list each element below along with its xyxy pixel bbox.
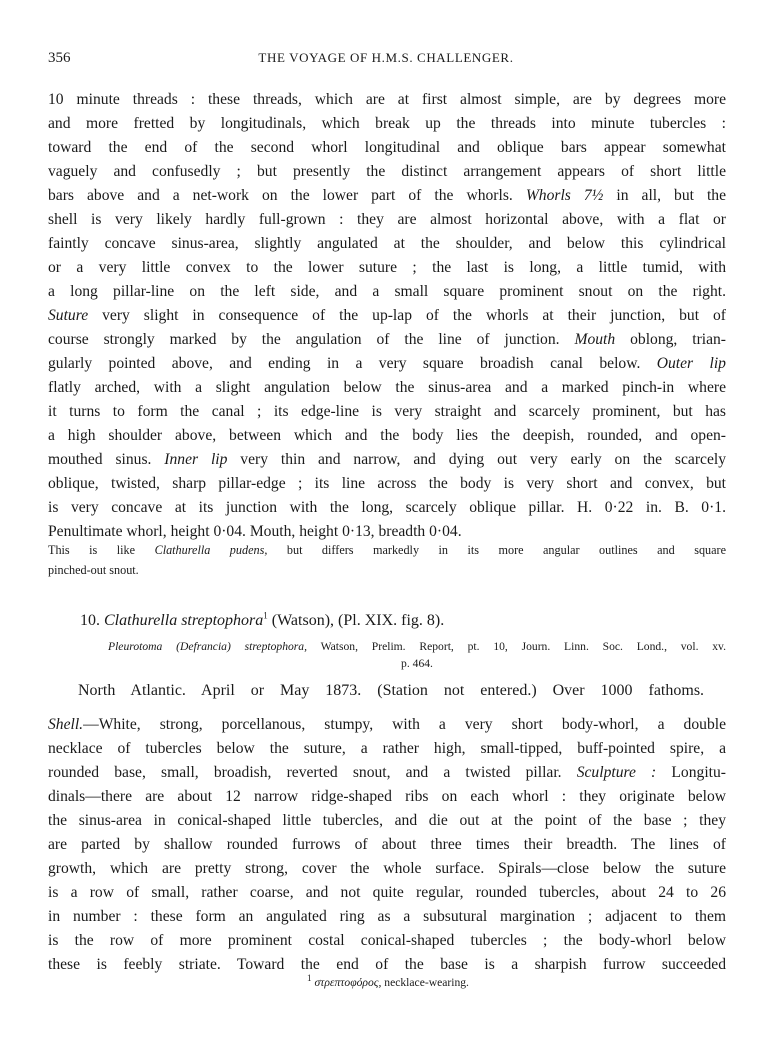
text-line (48, 184, 726, 208)
term-inner-lip: Inner lip (164, 451, 228, 468)
text-line (48, 352, 726, 376)
text-line: a long pillar-line on the left side, and a small square prominent snout on the right. (48, 283, 726, 300)
text-span: very slight in consequence of the up-lap of the whorls at their junction, but of (102, 307, 726, 324)
running-title: THE VOYAGE OF H.M.S. CHALLENGER. (258, 50, 514, 65)
text-line: the sinus-area in conical-shaped little tubercles, and die out at the point of the base ; they (48, 812, 726, 829)
text-line: 10 minute threads : these threads, which are at first almost simple, are by degrees more (48, 91, 726, 108)
text-span: mouthed sinus. (48, 451, 152, 468)
comparison-note (48, 540, 726, 580)
reference-line (108, 638, 726, 655)
text-span: course strongly marked by the angulation of the line of junction. (48, 331, 560, 348)
text-line: it turns to form the canal ; its edge-line is very straight and scarcely prominent, but has (48, 403, 726, 420)
citation: Watson, Prelim. Report, pt. 10, Journ. Linn. Soc. Lond., vol. xv. (320, 640, 726, 653)
synonym-name: Pleurotoma (Defrancia) streptophora, (108, 640, 307, 653)
description-continued (48, 88, 726, 544)
term-outer-lip: Outer lip (656, 355, 726, 372)
text-span: bars above and a net-work on the lower part of the whorls. (48, 187, 513, 204)
text-line: are parted by shallow rounded furrows of about three times their breadth. The lines of (48, 836, 726, 853)
text-span: —White, strong, porcellanous, stumpy, with a very short body-whorl, a double (83, 716, 726, 733)
text-span: but differs markedly in its more angular outlines and square (286, 543, 727, 557)
term-mouth: Mouth (574, 331, 616, 348)
species-name: Clathurella streptophora (104, 612, 264, 629)
reference-page: p. 464. (401, 657, 433, 670)
text-span: rounded base, small, broadish, reverted snout, and a twisted pillar. (48, 764, 562, 781)
text-line: and more fretted by longitudinals, which break up the threads into minute tubercles : (48, 115, 726, 132)
note-line (48, 540, 726, 560)
shell-description (48, 713, 726, 977)
text-line: shell is very likely hardly full-grown : they are almost horizontal above, with a flat or (48, 211, 726, 228)
text-span: very thin and narrow, and dying out very early on the scarcely (240, 451, 726, 468)
text-line: dinals—there are about 12 narrow ridge-shaped ribs on each whorl : they originate below (48, 788, 726, 805)
text-line: Penultimate whorl, height 0·04. Mouth, height 0·13, breadth 0·04. (48, 523, 462, 540)
text-line: flatly arched, with a slight angulation below the sinus-area and a marked pinch-in where (48, 379, 726, 396)
text-line: a high shoulder above, between which and the body lies the deepish, rounded, and open- (48, 427, 726, 444)
greek-etymology: στρεπτοφόρος, (314, 976, 382, 989)
text-line: these is feebly striate. Toward the end of the base is a sharpish furrow succeeded (48, 956, 726, 973)
etymology-gloss: necklace-wearing. (384, 976, 469, 989)
text-line: or a very little convex to the lower suture ; the last is long, a little tumid, with (48, 259, 726, 276)
text-line: vaguely and confusedly ; but presently the distinct arrangement appears of short little (48, 163, 726, 180)
species-reference: Clathurella pudens, (154, 543, 268, 557)
species-heading (80, 612, 444, 630)
text-line (48, 448, 726, 472)
text-line (48, 713, 726, 737)
text-line: toward the end of the second whorl longitudinal and oblique bars appear somewhat (48, 139, 726, 156)
footnote-marker: 1 (263, 610, 268, 621)
text-line: growth, which are pretty strong, cover the whole surface. Spirals—close below the suture (48, 860, 726, 877)
text-line: in number : these form an angulated ring as a subsutural margination ; adjacent to them (48, 908, 726, 925)
locality-region: North Atlantic. (78, 682, 186, 699)
text-line (48, 328, 726, 352)
species-number: 10. (80, 612, 100, 629)
text-line (48, 304, 726, 328)
note-line: pinched-out snout. (48, 563, 139, 577)
locality-date: April or May 1873. (201, 682, 362, 699)
page-header (48, 50, 724, 70)
term-shell: Shell. (48, 716, 84, 733)
locality-station: (Station not entered.) (377, 682, 537, 699)
text-span: oblong, trian- (630, 331, 727, 348)
text-span: Longitu- (671, 764, 726, 781)
species-authority: (Watson), (Pl. XIX. fig. 8). (271, 612, 445, 629)
footnote (0, 973, 776, 989)
synonymy-reference (108, 638, 726, 672)
term-whorls: Whorls 7½ (525, 187, 604, 204)
page-number: 356 (48, 50, 71, 66)
locality-line (78, 682, 704, 700)
text-span: This is like (48, 543, 136, 557)
text-span: in all, but the (616, 187, 726, 204)
footnote-mark: 1 (307, 973, 312, 984)
text-line: is the row of more prominent costal conical-shaped tubercles ; the body-whorl below (48, 932, 726, 949)
text-line: is very concave at its junction with the long, scarcely oblique pillar. H. 0·22 in. B. 0·1. (48, 499, 726, 516)
term-suture: Suture (48, 307, 89, 324)
text-line (48, 761, 726, 785)
text-line: necklace of tubercles below the suture, a rather high, small-tipped, buff-pointed spire, a (48, 740, 726, 757)
text-line: is a row of small, rather coarse, and not quite regular, rounded tubercles, about 24 to 26 (48, 884, 726, 901)
text-line: faintly concave sinus-area, slightly angulated at the shoulder, and below this cylindrical (48, 235, 726, 252)
locality-depth: Over 1000 fathoms. (552, 682, 705, 699)
term-sculpture: Sculpture : (576, 764, 657, 781)
text-line: oblique, twisted, sharp pillar-edge ; its line across the body is very short and convex, but (48, 475, 726, 492)
text-span: gularly pointed above, and ending in a very square broadish canal below. (48, 355, 641, 372)
